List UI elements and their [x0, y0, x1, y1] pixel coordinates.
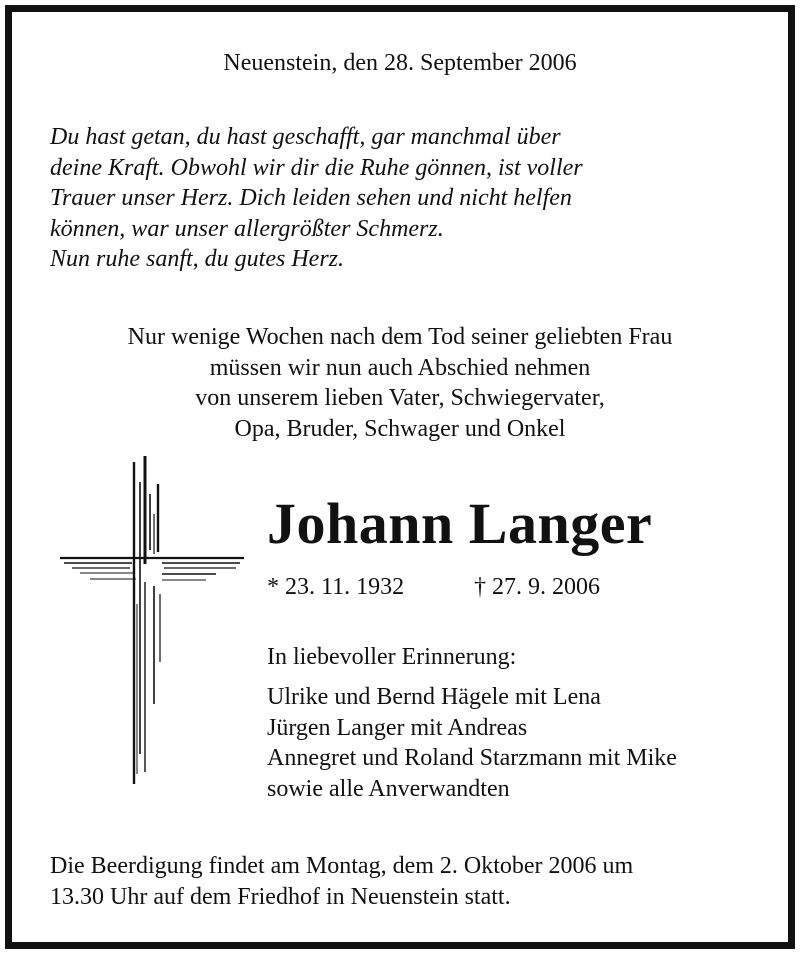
memory-heading: In liebevoller Erinnerung:	[267, 644, 517, 670]
mourner-line: sowie alle Anverwandten	[267, 775, 510, 802]
poem-line: Du hast getan, du hast geschafft, gar manchmal über	[50, 124, 561, 150]
intro-line: Opa, Bruder, Schwager und Onkel	[234, 415, 566, 442]
place-date: Neuenstein, den 28. September 2006	[223, 50, 577, 76]
mourners-list	[267, 682, 677, 804]
mourner-line: Ulrike und Bernd Hägele mit Lena	[267, 684, 601, 710]
intro-line: von unserem lieben Vater, Schwiegervater,	[195, 385, 605, 411]
intro-line: Nur wenige Wochen nach dem Tod seiner geliebten Frau	[127, 324, 673, 350]
cross-icon	[50, 454, 246, 790]
poem-line: deine Kraft. Obwohl wir dir die Ruhe gönnen, ist voller	[50, 154, 583, 181]
poem-line: Nun ruhe sanft, du gutes Herz.	[50, 246, 344, 272]
funeral-line: Die Beerdigung findet am Montag, dem 2. Oktober 2006 um	[50, 853, 634, 879]
funeral-line: 13.30 Uhr auf dem Friedhof in Neuenstein statt.	[50, 883, 511, 910]
intro-line: müssen wir nun auch Abschied nehmen	[209, 354, 591, 381]
poem-line: können, war unser allergrößter Schmerz.	[50, 215, 444, 242]
mourner-line: Annegret und Roland Starzmann mit Mike	[267, 745, 677, 771]
obituary-notice	[5, 5, 795, 949]
mourner-line: Jürgen Langer mit Andreas	[267, 714, 528, 741]
birth-date: * 23. 11. 1932	[267, 574, 405, 600]
poem	[50, 122, 583, 275]
death-date: † 27. 9. 2006	[474, 574, 600, 600]
funeral-info	[50, 851, 633, 912]
intro-text	[12, 322, 788, 444]
poem-line: Trauer unser Herz. Dich leiden sehen und nicht helfen	[50, 185, 572, 211]
deceased-name: Johann Langer	[267, 491, 653, 556]
